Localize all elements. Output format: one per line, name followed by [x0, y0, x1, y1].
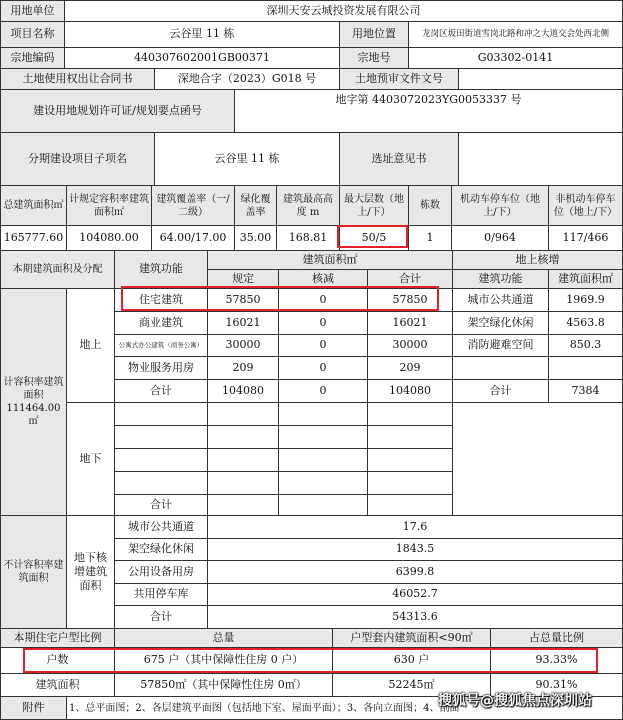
- area-col-regulated: 规定: [207, 269, 279, 289]
- site-opinion-label: 选址意见书: [339, 132, 459, 186]
- area-row-total: 209: [367, 356, 453, 380]
- non-far-row-value: 54313.6: [207, 605, 623, 629]
- permit-value: 地字第 4403072023YG0053337 号: [234, 89, 623, 133]
- below-row: [278, 471, 368, 495]
- summary-header-coverage: 建筑覆盖率（一/二级）: [151, 185, 235, 226]
- summary-floors: 50/5: [339, 225, 409, 251]
- housing-area-small: 52245㎡: [332, 673, 491, 697]
- housing-col-total: 总量: [114, 628, 333, 648]
- summary-header-floors: 最大层数（地上/下）: [339, 185, 409, 226]
- non-far-sub-label: 地下核增建筑面积: [66, 515, 115, 629]
- permit-label: 建设用地规划许可证/规划要点函号: [0, 89, 235, 133]
- below-row: [114, 471, 208, 495]
- non-far-row-name: 架空绿化休闲: [114, 538, 208, 561]
- area-row-total: 16021: [367, 311, 453, 335]
- attachments-label: 附件: [0, 696, 67, 720]
- below-row: [278, 494, 368, 516]
- increase-row-empty: [548, 356, 623, 380]
- increase-function-header: 建筑功能: [452, 269, 549, 289]
- summary-total-area: 165777.60: [0, 225, 67, 251]
- project-name-label: 项目名称: [0, 21, 65, 48]
- sub-project-label: 分期建设项目子项名: [0, 132, 155, 186]
- below-row: [278, 402, 368, 426]
- below-ground-label: 地下: [66, 402, 115, 516]
- area-row-name: 物业服务用房: [114, 356, 208, 380]
- pre-review-value: [458, 68, 623, 90]
- non-far-row-value: 46052.7: [207, 583, 623, 606]
- below-row: [114, 402, 208, 426]
- area-row-name: 商业建筑: [114, 311, 208, 335]
- non-far-row-value: 17.6: [207, 515, 623, 539]
- non-far-row-value: 1843.5: [207, 538, 623, 561]
- increase-row-name: 城市公共通道: [452, 288, 549, 312]
- area-row-deduct: 0: [278, 334, 368, 357]
- land-location-label: 用地位置: [339, 21, 409, 48]
- area-row-regulated: 30000: [207, 334, 279, 357]
- increase-row-value: 850.3: [548, 334, 623, 357]
- below-row: [278, 425, 368, 449]
- housing-area-label: 建筑面积: [0, 673, 115, 697]
- housing-units-label: 户数: [0, 647, 115, 674]
- non-far-row-name: 城市公共通道: [114, 515, 208, 539]
- sub-project-value: 云谷里 11 栋: [154, 132, 340, 186]
- area-row-regulated: 104080: [207, 379, 279, 403]
- pre-review-label: 土地预审文件文号: [339, 68, 459, 90]
- increase-row-name: 架空绿化休闲: [452, 311, 549, 335]
- housing-units-total: 675 户（其中保障性住房 0 户）: [114, 647, 333, 674]
- above-ground-label: 地上: [66, 288, 115, 403]
- area-row-deduct: 0: [278, 379, 368, 403]
- area-section-label: 本期建筑面积及分配: [0, 250, 115, 289]
- contract-label: 土地使用权出让合同书: [0, 68, 155, 90]
- watermark: 搜狐号@搜狐焦点深圳站: [438, 693, 592, 709]
- housing-col-ratio: 占总量比例: [490, 628, 623, 648]
- area-row-total: 57850: [367, 288, 453, 312]
- site-opinion-value: [458, 132, 623, 186]
- area-row-deduct: 0: [278, 288, 368, 312]
- parcel-no-value: G03302-0141: [408, 47, 623, 69]
- increase-row-empty: [452, 356, 549, 380]
- parcel-no-label: 宗地号: [339, 47, 409, 69]
- below-row: [367, 494, 453, 516]
- increase-row-name: 消防避难空间: [452, 334, 549, 357]
- area-row-regulated: 209: [207, 356, 279, 380]
- below-row: [367, 448, 453, 472]
- housing-units-ratio: 93.33%: [490, 647, 623, 674]
- below-row: [207, 402, 279, 426]
- below-total-label: 合计: [114, 494, 208, 516]
- below-row: [278, 448, 368, 472]
- summary-height: 168.81: [276, 225, 340, 251]
- below-row: [207, 425, 279, 449]
- housing-area-total: 57850㎡（其中保障性住房 0㎡）: [114, 673, 333, 697]
- non-far-row-name: 合计: [114, 605, 208, 629]
- increase-area-header: 建筑面积㎡: [548, 269, 623, 289]
- housing-units-small: 630 户: [332, 647, 491, 674]
- land-location-value: 龙岗区坂田街道雪岗北路和冲之大道交会处西北侧: [408, 21, 623, 48]
- area-row-regulated: 16021: [207, 311, 279, 335]
- summary-buildings: 1: [408, 225, 452, 251]
- increase-row-value: 7384: [548, 379, 623, 403]
- housing-col-small: 户型套内建筑面积<90㎡: [332, 628, 491, 648]
- summary-coverage: 64.00/17.00: [151, 225, 235, 251]
- increase-row-value: 1969.9: [548, 288, 623, 312]
- area-row-deduct: 0: [278, 356, 368, 380]
- summary-header-buildings: 栋数: [408, 185, 452, 226]
- increase-header: 地上核增: [452, 250, 623, 270]
- non-far-row-name: 共用停车库: [114, 583, 208, 606]
- area-row-regulated: 57850: [207, 288, 279, 312]
- area-row-total: 104080: [367, 379, 453, 403]
- far-area-label: 计容积率建筑面积 111464.00㎡: [0, 288, 67, 516]
- below-row: [367, 402, 453, 426]
- area-col-total: 合计: [367, 269, 453, 289]
- non-far-row-name: 公用设备用房: [114, 560, 208, 584]
- housing-area-ratio: 90.31%: [490, 673, 623, 697]
- below-row: [367, 425, 453, 449]
- below-row: [367, 471, 453, 495]
- summary-header-car-parking: 机动车停车位（地上/下）: [451, 185, 549, 226]
- increase-row-value: 4563.8: [548, 311, 623, 335]
- attachments-text: 1、总平面图；2、各层建筑平面图（包括地下室、屋面平面）；3、各向立面图；4、剖面: [66, 696, 623, 720]
- project-name-value: 云谷里 11 栋: [64, 21, 340, 48]
- below-row: [114, 448, 208, 472]
- area-function-header: 建筑功能: [114, 250, 208, 289]
- below-row: [207, 471, 279, 495]
- housing-label: 本期住宅户型比例: [0, 628, 115, 648]
- area-row-total: 30000: [367, 334, 453, 357]
- non-far-label: 不计容积率建筑面积: [0, 515, 67, 629]
- below-row: [207, 494, 279, 516]
- non-far-row-value: 6399.8: [207, 560, 623, 584]
- land-user-value: 深圳天安云城投资发展有限公司: [64, 0, 623, 22]
- parcel-code-label: 宗地编码: [0, 47, 65, 69]
- increase-row-name: 合计: [452, 379, 549, 403]
- below-row: [114, 425, 208, 449]
- area-row-deduct: 0: [278, 311, 368, 335]
- increase-empty-area: [452, 402, 623, 516]
- summary-header-far-area: 计规定容积率建筑面积㎡: [66, 185, 152, 226]
- summary-bike-parking: 117/466: [548, 225, 623, 251]
- summary-header-green: 绿化覆盖率: [234, 185, 277, 226]
- summary-header-height: 建筑最高高度 m: [276, 185, 340, 226]
- land-user-label: 用地单位: [0, 0, 65, 22]
- contract-value: 深地合字（2023）G018 号: [154, 68, 340, 90]
- area-area-header: 建筑面积㎡: [207, 250, 453, 270]
- summary-car-parking: 0/964: [451, 225, 549, 251]
- summary-header-bike-parking: 非机动车停车位（地上/下）: [548, 185, 623, 226]
- area-row-name: 住宅建筑: [114, 288, 208, 312]
- area-col-deduct: 核减: [278, 269, 368, 289]
- summary-far-area: 104080.00: [66, 225, 152, 251]
- summary-green: 35.00: [234, 225, 277, 251]
- area-row-name: 合计: [114, 379, 208, 403]
- below-row: [207, 448, 279, 472]
- summary-header-total-area: 总建筑面积㎡: [0, 185, 67, 226]
- area-row-name: 公寓式办公建筑（商务公寓）: [114, 334, 208, 357]
- parcel-code-value: 4403076020​01GB00371: [64, 47, 340, 69]
